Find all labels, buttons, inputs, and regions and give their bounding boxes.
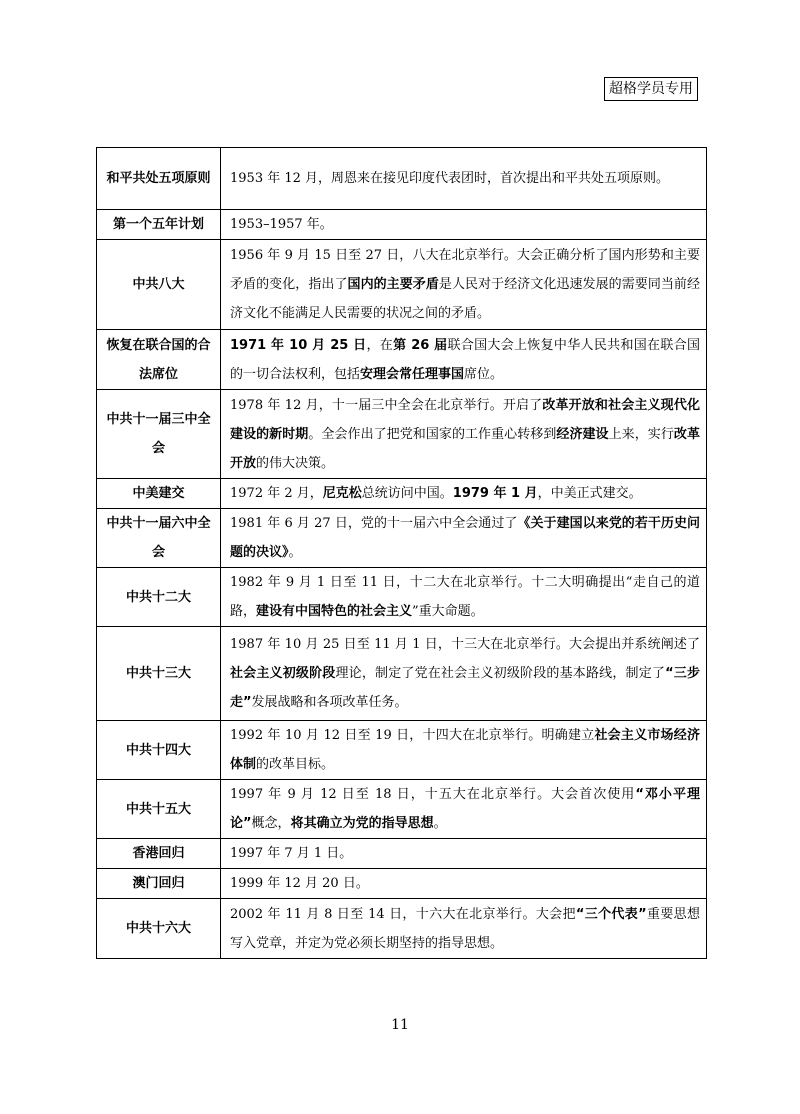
description-cell bbox=[221, 210, 707, 240]
bold-text-run: 改革开放和社会主义现代化建设的新时期 bbox=[230, 397, 700, 442]
text-run: ，中美正式建交。 bbox=[537, 486, 642, 501]
history-table bbox=[96, 147, 707, 959]
table-row bbox=[97, 869, 707, 899]
bold-text-run: 国内的主要矛盾 bbox=[347, 277, 439, 292]
page-number: 11 bbox=[391, 1017, 409, 1033]
text-run: 1987 年 10 月 25 日至 11 月 1 日，十三大在北京举行。大会提出并系统阐述了 bbox=[230, 637, 700, 652]
bold-text-run: 《关于建国以来党的若干历史问题的决议》 bbox=[230, 516, 700, 560]
text-run: 1956 年 9 月 15 日至 27 日，八大在北京举行。大会正确分析了国内形势和主要矛盾的变化，指出了 bbox=[230, 248, 700, 292]
description-cell bbox=[221, 240, 707, 330]
description-cell bbox=[221, 839, 707, 869]
bold-text-run: 建设有中国特色的社会主义 bbox=[256, 604, 413, 619]
table-row bbox=[97, 568, 707, 627]
text-run: 1953 年 12 月，周恩来在接见印度代表团时，首次提出和平共处五项原则。 bbox=[230, 171, 670, 186]
table-row bbox=[97, 627, 707, 721]
table-row bbox=[97, 240, 707, 330]
term-cell: 澳门回归 bbox=[97, 869, 221, 899]
table-row bbox=[97, 839, 707, 869]
term-cell: 香港回归 bbox=[97, 839, 221, 869]
text-run: 的伟大决策。 bbox=[256, 455, 335, 471]
description-cell bbox=[221, 479, 707, 509]
text-run: 发展战略和各项改革任务。 bbox=[251, 695, 408, 710]
table-row bbox=[97, 721, 707, 780]
table-row bbox=[97, 479, 707, 509]
text-run: 联合国大会上恢复中华人民共和国在联合国的一切合法权利，包括 bbox=[230, 337, 700, 382]
text-run: 的改革目标。 bbox=[256, 757, 335, 772]
bold-text-run: 安理会常任理事国 bbox=[360, 366, 465, 382]
text-run: 1982 年 9 月 1 日至 11 日，十二大在北京举行。十二大明确提出“走自己的道路， bbox=[230, 575, 700, 619]
bold-text-run: 社会主义初级阶段 bbox=[230, 666, 336, 681]
bold-text-run: 第 26 届 bbox=[393, 337, 448, 353]
text-run: 1953–1957 年。 bbox=[230, 217, 333, 232]
term-cell: 中共十五大 bbox=[97, 780, 221, 839]
text-run: 上来，实行 bbox=[608, 426, 674, 442]
table-row bbox=[97, 899, 707, 959]
bold-text-run: 社会主义市场经济体制 bbox=[230, 728, 700, 772]
description-cell bbox=[221, 780, 707, 839]
table-row bbox=[97, 780, 707, 839]
text-run: 1981 年 6 月 27 日，党的十一届六中全会通过了 bbox=[230, 516, 518, 531]
term-cell: 第一个五年计划 bbox=[97, 210, 221, 240]
description-cell bbox=[221, 568, 707, 627]
text-run: 1999 年 12 月 20 日。 bbox=[230, 876, 369, 891]
term-cell: 中共八大 bbox=[97, 240, 221, 330]
text-run: 1992 年 10 月 12 日至 19 日，十四大在北京举行。明确建立 bbox=[230, 728, 595, 743]
text-run: 。 bbox=[433, 816, 447, 831]
term-cell: 中共十三大 bbox=[97, 627, 221, 721]
table-row bbox=[97, 509, 707, 568]
header-badge: 超格学员专用 bbox=[604, 77, 698, 101]
text-run: 概念， bbox=[251, 816, 291, 831]
table-row bbox=[97, 210, 707, 240]
text-run: 。 bbox=[288, 545, 302, 560]
text-run: 2002 年 11 月 8 日至 14 日，十六大在北京举行。大会把 bbox=[230, 906, 576, 922]
table-row bbox=[97, 148, 707, 210]
description-cell bbox=[221, 390, 707, 479]
bold-text-run: 改革开放 bbox=[230, 426, 700, 471]
text-run: 总统访问中国。 bbox=[361, 486, 453, 501]
bold-text-run: 经济建设 bbox=[556, 426, 609, 442]
term-cell: 中共十六大 bbox=[97, 899, 221, 959]
text-run: 重要思想写入党章，并定为党必须长期坚持的指导思想。 bbox=[230, 906, 700, 951]
description-cell bbox=[221, 330, 707, 390]
text-run: 1978 年 12 月，十一届三中全会在北京举行。开启了 bbox=[230, 397, 543, 413]
bold-text-run: 尼克松 bbox=[322, 486, 362, 501]
text-run: 1997 年 9 月 12 日至 18 日，十五大在北京举行。大会首次使用 bbox=[230, 787, 636, 802]
term-cell: 中共十一届六中全会 bbox=[97, 509, 221, 568]
description-cell bbox=[221, 148, 707, 210]
text-run: 席位。 bbox=[464, 366, 504, 382]
table-row bbox=[97, 330, 707, 390]
text-run: 理论，制定了党在社会主义初级阶段的基本路线，制定了 bbox=[335, 666, 666, 681]
description-cell bbox=[221, 721, 707, 780]
bold-text-run: 1979 年 1 月 bbox=[452, 486, 538, 501]
description-cell bbox=[221, 509, 707, 568]
bold-text-run: “邓小平理论” bbox=[230, 787, 700, 831]
bold-text-run: “三个代表” bbox=[575, 906, 647, 922]
term-cell: 恢复在联合国的合法席位 bbox=[97, 330, 221, 390]
description-cell bbox=[221, 869, 707, 899]
description-cell bbox=[221, 627, 707, 721]
term-cell: 中共十二大 bbox=[97, 568, 221, 627]
text-run: ”重大命题。 bbox=[412, 604, 484, 619]
bold-text-run: 1971 年 10 月 25 日 bbox=[230, 337, 367, 353]
text-run: 。全会作出了把党和国家的工作重心转移到 bbox=[308, 426, 557, 442]
bold-text-run: 将其确立为党的指导思想 bbox=[290, 816, 434, 831]
text-run: ，在 bbox=[366, 337, 394, 353]
term-cell: 和平共处五项原则 bbox=[97, 148, 221, 210]
table-row bbox=[97, 390, 707, 479]
term-cell: 中美建交 bbox=[97, 479, 221, 509]
text-run: 是人民对于经济文化迅速发展的需要同当前经济文化不能满足人民需要的状况之间的矛盾。 bbox=[230, 277, 700, 321]
term-cell: 中共十四大 bbox=[97, 721, 221, 780]
term-cell: 中共十一届三中全会 bbox=[97, 390, 221, 479]
text-run: 1972 年 2 月， bbox=[230, 486, 323, 501]
bold-text-run: “三步走” bbox=[230, 666, 700, 710]
description-cell bbox=[221, 899, 707, 959]
text-run: 1997 年 7 月 1 日。 bbox=[230, 846, 353, 861]
